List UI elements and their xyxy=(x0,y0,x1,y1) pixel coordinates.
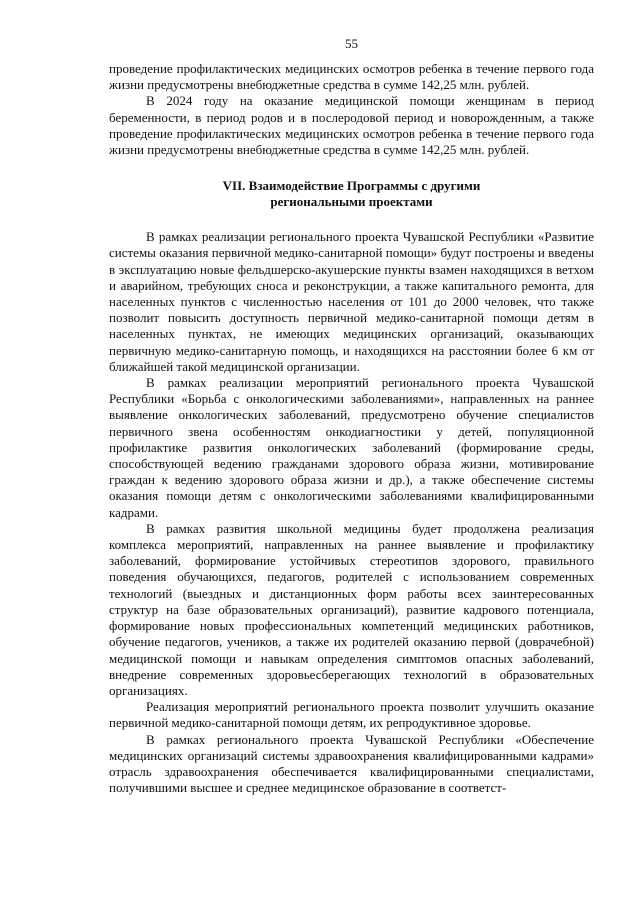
document-page xyxy=(109,36,594,796)
paragraph-2024-funding: В 2024 году на оказание медицинской помощи женщинам в период беременности, в период родов и в послеродовой период и новорожденным, а также проведение профилактических медицинских осмотров ребенка в течение первого года жизни предусмотрены внебюджетные средства в сумме 142,25 млн. рублей. xyxy=(109,93,594,158)
section-heading xyxy=(109,178,594,210)
section-heading-line-1: VII. Взаимодействие Программы с другими xyxy=(222,178,481,194)
paragraph-primary-care: В рамках реализации регионального проекта Чувашской Республики «Развитие системы оказания первичной медико-санитарной помощи» будут построены и введены в эксплуатацию новые фельдшерско-акушерские пункты взамен находящихся в ветхом и аварийном, требующих сноса и реконструкции, а также капитального ремонта, для населенных пунктов с численностью населения от 101 до 2000 человек, что также позволит повысить доступность первичной медико-санитарной помощи детям в населенных пунктах, не имеющих медицинских организаций, оказывающих первичную медико-санитарную помощь, и находящихся на расстоянии более 6 км от ближайшей такой медицинской организации. xyxy=(109,229,594,374)
paragraph-school-medicine: В рамках развития школьной медицины будет продолжена реализация комплекса мероприятий, направленных на раннее выявление и профилактику заболеваний, формирование устойчивых стереотипов здорового, правильного поведения обучающихся, педагогов, родителей с использованием современных технологий (выездных и дистанционных форм работы всех заинтересованных структур на базе образовательных организаций), развитие кадрового потенциала, формирование новых профессиональных компетенций медицинских работников, обучение педагогов, учеников, а также их родителей оказанию первой (доврачебной) медицинской помощи и навыкам определения симптомов опасных заболеваний, внедрение современных здоровьесберегающих технологий в образовательных организациях. xyxy=(109,520,594,698)
section-heading-line-2: региональными проектами xyxy=(270,194,433,210)
paragraph-continuation: проведение профилактических медицинских осмотров ребенка в течение первого года жизни предусмотрены внебюджетные средства в сумме 142,25 млн. рублей. xyxy=(109,61,594,93)
paragraph-staffing: В рамках регионального проекта Чувашской Республики «Обеспечение медицинских организаций системы здравоохранения квалифицированными кадрами» отрасль здравоохранения обеспечивается квалифицированными специалистами, получившими высшее и среднее медицинское образование в соответст- xyxy=(109,731,594,796)
page-number: 55 xyxy=(345,36,358,51)
paragraph-project-result: Реализация мероприятий регионального проекта позволит улучшить оказание первичной медико-санитарной помощи детям, их репродуктивное здоровье. xyxy=(109,699,594,731)
paragraph-oncology: В рамках реализации мероприятий регионального проекта Чувашской Республики «Борьба с онкологическими заболеваниями», направленных на раннее выявление онкологических заболеваний, предусмотрено обучение специалистов первичного звена особенностям онкодиагностики у детей, популяционной профилактике развития онкологических заболеваний (формирование среды, способствующей ведению гражданами здорового образа жизни, мотивирование граждан к ведению здорового образа жизни и др.), а также обеспечение системы оказания помощи детям с онкологическими заболеваниями квалифицированными кадрами. xyxy=(109,375,594,520)
